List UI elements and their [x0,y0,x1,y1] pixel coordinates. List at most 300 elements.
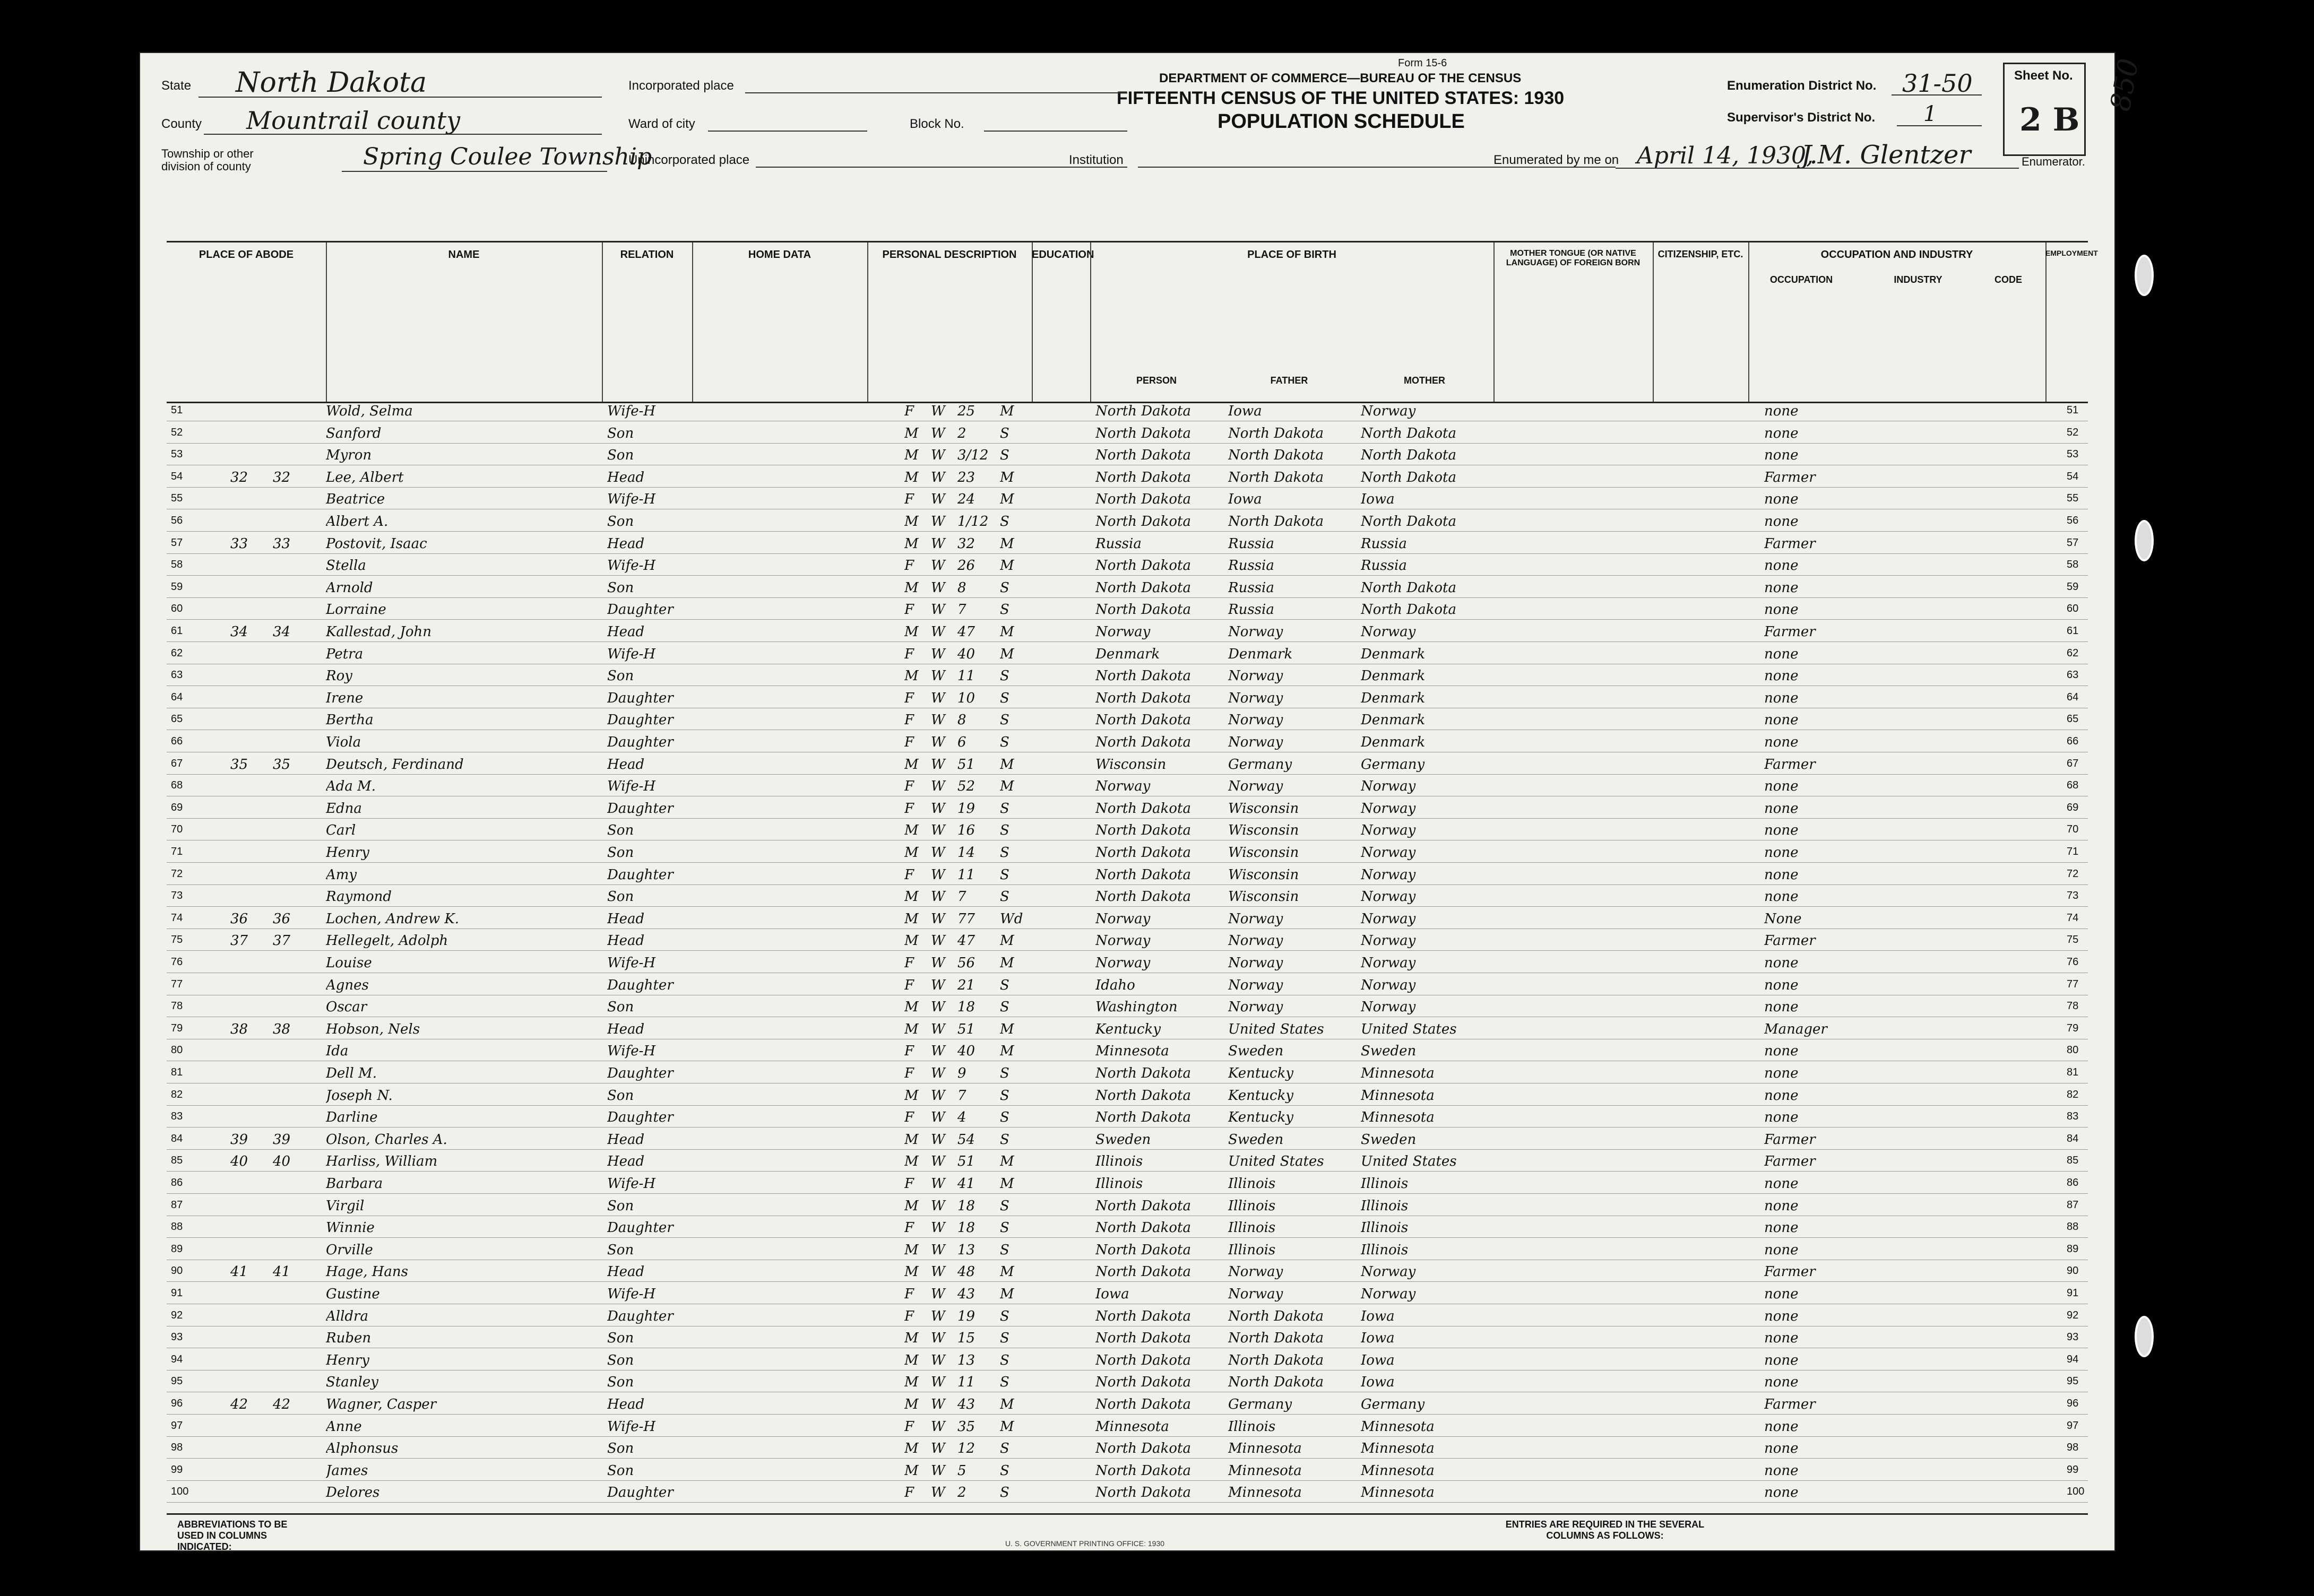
cell-sex: F [904,1065,914,1081]
township-value: Spring Coulee Township [363,143,652,170]
cell-fbp: Russia [1228,535,1274,552]
cell-mbp: Norway [1361,933,1416,949]
cell-race: W [931,403,945,419]
cell-race: W [931,955,945,971]
cell-rel: Son [607,1330,634,1347]
cell-age: 47 [957,624,975,640]
cell-age: 47 [957,933,975,949]
cell-ms: M [1000,469,1014,485]
cell-race: W [931,514,945,530]
cell-bp: Norway [1095,624,1151,640]
table-row [167,445,2088,465]
cell-name: James [326,1462,368,1479]
cell-mbp: Illinois [1361,1176,1409,1192]
line-number-right: 58 [2067,559,2079,571]
cell-occ: Farmer [1764,624,1816,640]
cell-sex: F [904,646,914,662]
line-number: 51 [171,404,183,416]
cell-bp: North Dakota [1095,668,1191,684]
line-number: 66 [171,735,183,747]
cell-age: 23 [957,469,975,485]
cell-ms: S [1000,999,1009,1016]
schedule-title: POPULATION SCHEDULE [1218,110,1465,133]
cell-name: Myron [326,447,372,464]
cell-fbp: Wisconsin [1228,866,1299,883]
cell-ms: S [1000,1087,1009,1104]
line-number: 57 [171,536,183,549]
table-row [167,1350,2088,1371]
census-sheet [139,52,2145,1552]
line-number: 64 [171,691,183,703]
cell-sex: M [904,999,919,1016]
cell-rel: Head [607,1264,645,1280]
table-row [167,1306,2088,1326]
cell-ms: S [1000,1485,1009,1501]
form-number: Form 15-6 [1398,57,1447,69]
cell-bp: North Dakota [1095,1065,1191,1081]
cell-bp: Idaho [1095,977,1135,993]
cell-race: W [931,535,945,552]
cell-race: W [931,756,945,773]
cell-fbp: Illinois [1228,1418,1276,1435]
cell-bp: Norway [1095,778,1151,795]
cell-ms: S [1000,1462,1009,1479]
cell-age: 19 [957,1308,975,1324]
cell-name: Postovit, Isaac [326,535,427,552]
cell-age: 7 [957,1087,966,1104]
cell-ms: S [1000,1242,1009,1258]
cell-race: W [931,602,945,618]
cell-occ: none [1764,1242,1799,1258]
cell-sex: M [904,668,919,684]
cell-race: W [931,1485,945,1501]
cell-age: 18 [957,1220,975,1236]
cell-sex: F [904,403,914,419]
department-title: DEPARTMENT OF COMMERCE—BUREAU OF THE CENSUS [1159,71,1522,85]
line-number: 65 [171,713,183,725]
cell-age: 32 [957,535,975,552]
cell-age: 24 [957,491,975,508]
table-row [167,467,2088,488]
cell-name: Henry [326,845,369,861]
cell-rel: Wife-H [607,646,656,662]
cell-dw: 32 [230,469,248,485]
cell-ms: M [1000,1043,1014,1060]
cell-name: Hage, Hans [326,1264,408,1280]
binder-hole-bottom [2135,1316,2154,1357]
cell-bp: North Dakota [1095,1441,1191,1457]
line-number: 90 [171,1265,183,1277]
cell-dw: 38 [230,1021,248,1037]
cell-race: W [931,1198,945,1214]
cell-bp: North Dakota [1095,425,1191,441]
cell-age: 43 [957,1286,975,1302]
table-row [167,556,2088,576]
cell-rel: Wife-H [607,1043,656,1060]
line-number-right: 61 [2067,625,2079,637]
cell-name: Lorraine [326,602,386,618]
cell-occ: none [1764,447,1799,464]
cell-rel: Daughter [607,602,674,618]
cell-fbp: North Dakota [1228,1308,1324,1324]
margin-note: 850 [2104,56,2145,114]
cell-race: W [931,491,945,508]
col-mother-tongue: MOTHER TONGUE (OR NATIVE LANGUAGE) OF FOREIGN BORN [1506,249,1640,267]
line-number-right: 81 [2067,1066,2079,1078]
cell-fbp: Russia [1228,579,1274,596]
cell-mbp: Minnesota [1361,1418,1435,1435]
cell-name: Carl [326,822,356,839]
cell-bp: North Dakota [1095,1087,1191,1104]
cell-rel: Wife-H [607,955,656,971]
line-number-right: 63 [2067,669,2079,681]
cell-bp: North Dakota [1095,866,1191,883]
enumerated-label: Enumerated by me on [1493,153,1619,167]
cell-bp: North Dakota [1095,579,1191,596]
cell-occ: none [1764,800,1799,817]
cell-rel: Son [607,999,634,1016]
cell-occ: none [1764,1462,1799,1479]
cell-name: Edna [326,800,362,817]
cell-occ: none [1764,866,1799,883]
cell-mbp: North Dakota [1361,514,1456,530]
cell-fbp: Germany [1228,1396,1292,1412]
cell-bp: Kentucky [1095,1021,1161,1037]
cell-rel: Daughter [607,1065,674,1081]
cell-fbp: United States [1228,1153,1324,1170]
cell-sex: M [904,425,919,441]
line-number: 80 [171,1044,183,1056]
cell-fbp: Norway [1228,778,1283,795]
cell-occ: Farmer [1764,1153,1816,1170]
cell-fbp: Minnesota [1228,1485,1302,1501]
cell-fbp: Iowa [1228,491,1262,508]
cell-dw: 42 [230,1396,248,1412]
cell-fbp: Norway [1228,999,1283,1016]
cell-bp: Illinois [1095,1176,1143,1192]
cell-ms: M [1000,624,1014,640]
cell-mbp: Norway [1361,977,1416,993]
cell-occ: none [1764,668,1799,684]
line-number: 74 [171,912,183,924]
county-label: County [161,117,202,131]
cell-rel: Head [607,1131,645,1148]
line-number: 81 [171,1066,183,1078]
cell-rel: Son [607,447,634,464]
line-number: 54 [171,470,183,482]
cell-occ: None [1764,910,1802,927]
line-number: 84 [171,1132,183,1144]
cell-age: 41 [957,1176,975,1192]
cell-sex: M [904,1198,919,1214]
cell-ms: M [1000,1396,1014,1412]
cell-race: W [931,425,945,441]
cell-sex: F [904,1418,914,1435]
cell-fam: 41 [273,1264,291,1280]
cell-bp: North Dakota [1095,1462,1191,1479]
line-number: 99 [171,1463,183,1476]
table-row [167,1240,2088,1260]
cell-name: Lee, Albert [326,469,404,485]
line-number: 97 [171,1419,183,1432]
cell-name: Wagner, Casper [326,1396,437,1412]
cell-fam: 36 [273,910,291,927]
cell-sex: M [904,1242,919,1258]
line-number-right: 95 [2067,1375,2079,1387]
line-number: 73 [171,890,183,902]
cell-age: 35 [957,1418,975,1435]
cell-sex: M [904,535,919,552]
table-row [167,423,2088,444]
col-education: EDUCATION [1032,249,1094,261]
cell-fbp: North Dakota [1228,425,1324,441]
cell-mbp: United States [1361,1021,1457,1037]
cell-race: W [931,1264,945,1280]
cell-race: W [931,469,945,485]
line-number-right: 54 [2067,470,2079,482]
cell-age: 51 [957,1153,975,1170]
cell-name: Olson, Charles A. [326,1131,447,1148]
cell-race: W [931,822,945,839]
cell-age: 56 [957,955,975,971]
line-number: 87 [171,1199,183,1211]
cell-name: Hobson, Nels [326,1021,420,1037]
cell-mbp: Norway [1361,955,1416,971]
table-row [167,931,2088,951]
cell-sex: M [904,579,919,596]
cell-sex: F [904,491,914,508]
line-number: 94 [171,1353,183,1365]
cell-occ: none [1764,491,1799,508]
cell-fbp: United States [1228,1021,1324,1037]
cell-name: Barbara [326,1176,383,1192]
cell-age: 19 [957,800,975,817]
line-number-right: 90 [2067,1265,2079,1277]
cell-rel: Son [607,1374,634,1391]
line-number: 76 [171,956,183,968]
cell-race: W [931,1176,945,1192]
cell-fbp: Sweden [1228,1043,1284,1060]
cell-name: Anne [326,1418,362,1435]
cell-sex: F [904,1485,914,1501]
cell-occ: none [1764,1308,1799,1324]
line-number: 69 [171,801,183,813]
abbrev-title: ABBREVIATIONS TO BE USED IN COLUMNS INDICATED: [177,1519,288,1552]
cell-occ: none [1764,1198,1799,1214]
cell-bp: North Dakota [1095,558,1191,574]
cell-occ: none [1764,602,1799,618]
cell-occ: none [1764,425,1799,441]
line-number-right: 53 [2067,448,2079,461]
enum-district-label: Enumeration District No. [1727,79,1877,93]
cell-age: 10 [957,690,975,706]
cell-ms: S [1000,1308,1009,1324]
cell-age: 4 [957,1109,966,1126]
cell-mbp: Denmark [1361,712,1426,728]
line-number: 79 [171,1022,183,1034]
cell-fbp: North Dakota [1228,1330,1324,1347]
cell-age: 14 [957,845,975,861]
cell-rel: Son [607,425,634,441]
cell-name: Stella [326,558,366,574]
table-row [167,1372,2088,1392]
cell-age: 7 [957,889,966,905]
cell-age: 52 [957,778,975,795]
cell-ms: M [1000,1264,1014,1280]
cell-mbp: North Dakota [1361,447,1456,464]
cell-age: 7 [957,602,966,618]
cell-ms: M [1000,1418,1014,1435]
cell-bp: North Dakota [1095,1198,1191,1214]
cell-age: 8 [957,579,966,596]
line-number-right: 68 [2067,779,2079,792]
cell-race: W [931,933,945,949]
table-row [167,887,2088,907]
cell-sex: F [904,1308,914,1324]
cell-fbp: Russia [1228,558,1274,574]
cell-occ: none [1764,1485,1799,1501]
cell-mbp: Illinois [1361,1198,1409,1214]
line-number-right: 76 [2067,956,2079,968]
cell-mbp: Norway [1361,778,1416,795]
cell-fbp: North Dakota [1228,447,1324,464]
table-row [167,511,2088,532]
cell-occ: Farmer [1764,1396,1816,1412]
cell-dw: 35 [230,756,248,773]
cell-rel: Son [607,514,634,530]
cell-age: 5 [957,1462,966,1479]
cell-rel: Son [607,1352,634,1368]
cell-fbp: Norway [1228,977,1283,993]
line-number-right: 94 [2067,1353,2079,1365]
cell-age: 51 [957,756,975,773]
cell-fam: 34 [273,624,291,640]
line-number: 85 [171,1155,183,1167]
line-number-right: 59 [2067,580,2079,593]
cell-fbp: Illinois [1228,1176,1276,1192]
cell-name: Bertha [326,712,374,728]
line-number-right: 100 [2067,1486,2085,1498]
cell-bp: North Dakota [1095,469,1191,485]
table-row [167,1328,2088,1348]
cell-mbp: Norway [1361,1286,1416,1302]
cell-fbp: Norway [1228,955,1283,971]
cell-ms: S [1000,1352,1009,1368]
cell-occ: none [1764,579,1799,596]
cell-sex: M [904,1131,919,1148]
cell-fbp: Minnesota [1228,1462,1302,1479]
cell-occ: none [1764,1220,1799,1236]
cell-rel: Daughter [607,866,674,883]
cell-ms: M [1000,933,1014,949]
cell-ms: Wd [1000,910,1023,927]
line-number-right: 96 [2067,1398,2079,1409]
cell-rel: Daughter [607,800,674,817]
cell-occ: none [1764,1109,1799,1126]
cell-bp: North Dakota [1095,1374,1191,1391]
cell-bp: Denmark [1095,646,1160,662]
cell-rel: Wife-H [607,403,656,419]
cell-age: 11 [957,668,975,684]
line-number-right: 51 [2067,404,2079,416]
line-number-right: 73 [2067,890,2079,902]
line-number: 89 [171,1243,183,1255]
cell-fbp: Norway [1228,734,1283,750]
cell-occ: none [1764,712,1799,728]
cell-fbp: Norway [1228,668,1283,684]
cell-fbp: Norway [1228,1286,1283,1302]
cell-age: 8 [957,712,966,728]
cell-race: W [931,1418,945,1435]
cell-ms: S [1000,602,1009,618]
cell-age: 40 [957,1043,975,1060]
cell-occ: none [1764,734,1799,750]
line-number: 63 [171,669,183,681]
table-row [167,1174,2088,1194]
line-number-right: 93 [2067,1331,2079,1343]
cell-name: Agnes [326,977,369,993]
cell-age: 18 [957,999,975,1016]
table-row [167,953,2088,973]
cell-name: Sanford [326,425,382,441]
cell-sex: M [904,514,919,530]
cell-age: 15 [957,1330,975,1347]
cell-bp: North Dakota [1095,889,1191,905]
cell-sex: M [904,933,919,949]
line-number: 61 [171,625,183,637]
cell-name: Virgil [326,1198,365,1214]
cell-fbp: North Dakota [1228,1352,1324,1368]
cell-mbp: Minnesota [1361,1485,1435,1501]
cell-sex: M [904,1021,919,1037]
cell-race: W [931,1308,945,1324]
cell-mbp: Denmark [1361,690,1426,706]
line-number-right: 89 [2067,1243,2079,1255]
cell-bp: Wisconsin [1095,756,1167,773]
line-number: 82 [171,1088,183,1100]
cell-ms: M [1000,403,1014,419]
line-number: 92 [171,1309,183,1321]
table-row [167,688,2088,708]
cell-rel: Wife-H [607,491,656,508]
cell-occ: Farmer [1764,1131,1816,1148]
cell-bp: North Dakota [1095,1352,1191,1368]
cell-bp: Illinois [1095,1153,1143,1170]
line-number-right: 52 [2067,426,2079,438]
table-row [167,710,2088,730]
cell-bp: Iowa [1095,1286,1129,1302]
cell-ms: S [1000,822,1009,839]
line-number-right: 55 [2067,492,2079,505]
table-row [167,1218,2088,1238]
cell-fbp: Minnesota [1228,1441,1302,1457]
cell-bp: Norway [1095,933,1151,949]
line-number-right: 97 [2067,1419,2079,1432]
table-row [167,666,2088,686]
table-row [167,1019,2088,1039]
cell-race: W [931,1374,945,1391]
table-row [167,1130,2088,1150]
cell-name: Orville [326,1242,373,1258]
line-number-right: 70 [2067,823,2079,836]
birth-person: PERSON [1136,375,1177,386]
cell-ms: S [1000,1131,1009,1148]
line-number-right: 74 [2067,912,2079,924]
cell-bp: North Dakota [1095,1220,1191,1236]
line-number-right: 72 [2067,868,2079,880]
cell-ms: M [1000,1286,1014,1302]
cell-mbp: Illinois [1361,1220,1409,1236]
